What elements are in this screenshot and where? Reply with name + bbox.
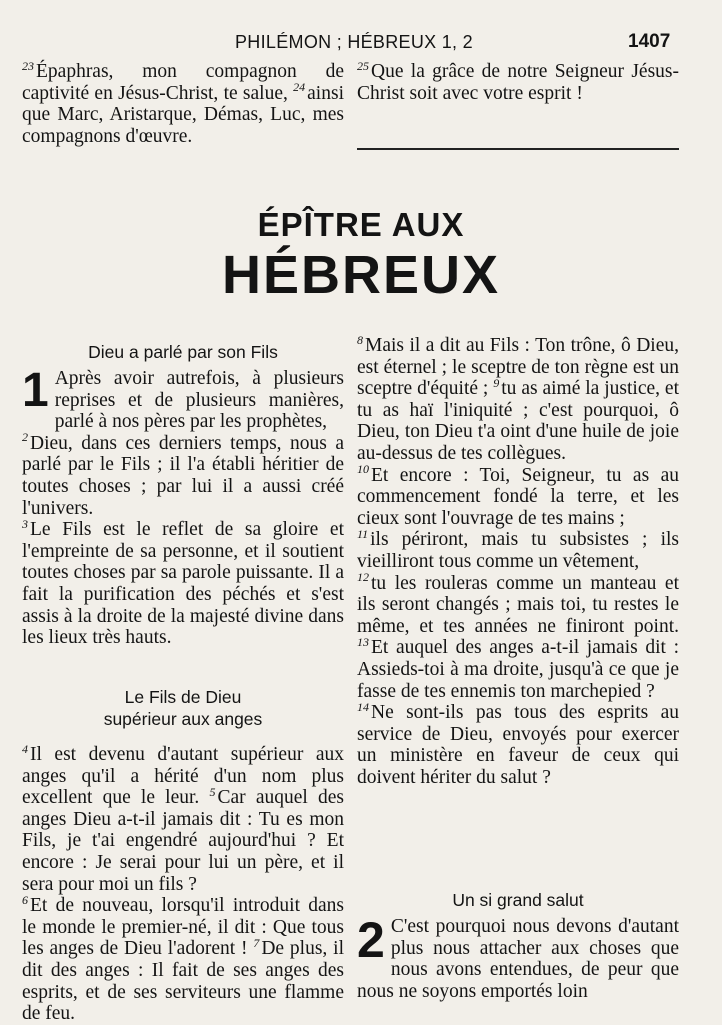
page-number: 1407 <box>628 31 671 52</box>
right-column-lower <box>357 912 679 1002</box>
book-title <box>200 205 522 305</box>
verse-paragraph <box>357 332 679 465</box>
verse-text: Que la grâce de notre Seigneur Jésus-Christ soit avec votre esprit ! <box>357 61 679 104</box>
verse-number: 10 <box>357 462 369 477</box>
verse-number: 23 <box>22 58 34 73</box>
verse-text: Dieu, dans ces derniers temps, nous a parlé par le Fils ; il l'a établi héritier de toutes choses ; par lui il a aussi créé l'univers. <box>22 432 344 519</box>
verse-number: 2 <box>22 430 28 445</box>
verse-paragraph <box>357 462 679 530</box>
verse-number: 4 <box>22 741 28 756</box>
running-head: PHILÉMON ; HÉBREUX 1, 2 <box>235 32 473 52</box>
verse-text: Et encore : Toi, Seigneur, tu as au commencement fondé la terre, et les cieux sont l'ouvrage de tes mains ; <box>357 464 679 529</box>
verse-text: Et auquel des anges a-t-il jamais dit : Assieds-toi à ma droite, jusqu'à ce que je fasse de tes ennemis ton marchepied ? <box>357 637 679 702</box>
verse-text: C'est pourquoi nous devons d'autant plus nous attacher aux choses que nous avons entendues, de peur que nous ne soyons emportés loin <box>357 916 679 1002</box>
page-header <box>0 30 722 58</box>
verse-text: Mais il a dit au Fils : Ton trône, ô Dieu, est éternel ; le sceptre de ton règne est un sceptre d'équité ; <box>357 335 679 400</box>
verse-text: Il est devenu d'autant supérieur aux anges qu'il a hérité d'un nom plus excellent que le leur. <box>22 744 344 809</box>
verse-text: tu as aimé la justice, et tu as haï l'iniquité ; c'est pourquoi, ô Dieu, ton Dieu t'a oint d'une huile de joie au-dessus de tes collègues. <box>357 378 679 464</box>
chapter-number: 1 <box>22 364 49 417</box>
verse-paragraph <box>357 912 679 1002</box>
verse-text: ils périront, mais tu subsistes ; ils vieilliront tous comme un vêtement, <box>357 529 679 572</box>
left-column-lower <box>22 741 344 1025</box>
verse-paragraph <box>22 58 344 147</box>
left-column <box>22 364 344 649</box>
verse-paragraph <box>357 570 679 703</box>
section-heading-line: supérieur aux anges <box>103 709 263 729</box>
section-heading: Dieu a parlé par son Fils <box>88 342 278 362</box>
verse-text: Épaphras, mon compagnon de captivité en Jésus-Christ, te salue, <box>22 61 344 104</box>
verse-number: 7 <box>253 935 260 950</box>
section-heading-line: Le Fils de Dieu <box>124 687 242 707</box>
verse-text: Car auquel des anges Dieu a-t-il jamais dit : Tu es mon Fils, je t'ai engendré aujourd'hui ? Et encore : Je serai pour lui un père, et il sera pour moi un fils ? <box>22 787 344 895</box>
book-end-rule <box>357 148 679 150</box>
verse-number: 3 <box>22 516 28 531</box>
book-title-line2: HÉBREUX <box>221 245 501 305</box>
verse-text: Après avoir autrefois, à plusieurs reprises et de plusieurs manières, parlé à nos pères par les prophètes, <box>54 368 344 433</box>
verse-paragraph <box>22 364 344 433</box>
verse-paragraph <box>357 526 679 572</box>
philemon-ending-right <box>357 58 679 104</box>
verse-text: ainsi que Marc, Aristarque, Démas, Luc, mes compagnons d'œuvre. <box>22 82 344 147</box>
verse-number: 5 <box>209 784 216 799</box>
verse-text: tu les rouleras comme un manteau et ils seront changés ; mais toi, tu restes le même, et tes années ne finiront point. <box>357 572 679 637</box>
verse-text: Et de nouveau, lorsqu'il introduit dans le monde le premier-né, il dit : Que tous les anges de Dieu l'adorent ! <box>22 895 344 960</box>
verse-number: 24 <box>293 80 306 95</box>
verse-number: 8 <box>357 332 363 347</box>
verse-paragraph <box>22 741 344 895</box>
philemon-ending-left <box>22 58 344 147</box>
section-heading: Un si grand salut <box>452 890 584 910</box>
verse-paragraph <box>357 58 679 104</box>
verse-text: Ne sont-ils pas tous des esprits au service de Dieu, envoyés pour exercer un ministère en faveur de ceux qui doivent hériter du salut ? <box>357 702 679 788</box>
verse-number: 25 <box>357 58 369 73</box>
verse-number: 13 <box>357 634 369 649</box>
verse-number: 12 <box>357 570 369 585</box>
verse-paragraph <box>22 430 344 519</box>
verse-number: 11 <box>357 526 369 541</box>
verse-number: 9 <box>493 375 500 390</box>
verse-text: Le Fils est le reflet de sa gloire et l'empreinte de sa personne, et il soutient toutes choses par sa parole puissante. Il a fait la purification des péchés et s'est assis à la droite de la majesté divine dans les lieux très hauts. <box>22 519 344 649</box>
verse-number: 6 <box>22 892 28 907</box>
right-column <box>357 332 679 788</box>
section-heading <box>22 686 344 730</box>
verse-paragraph <box>22 516 344 649</box>
verse-text: De plus, il dit des anges : Il fait de ses anges des esprits, et de ses serviteurs une flamme de feu. <box>22 938 344 1025</box>
chapter-number: 2 <box>357 912 385 968</box>
verse-paragraph <box>357 699 679 788</box>
book-title-line1: ÉPÎTRE AUX <box>257 206 465 243</box>
verse-paragraph <box>22 892 344 1025</box>
verse-number: 14 <box>357 699 369 714</box>
